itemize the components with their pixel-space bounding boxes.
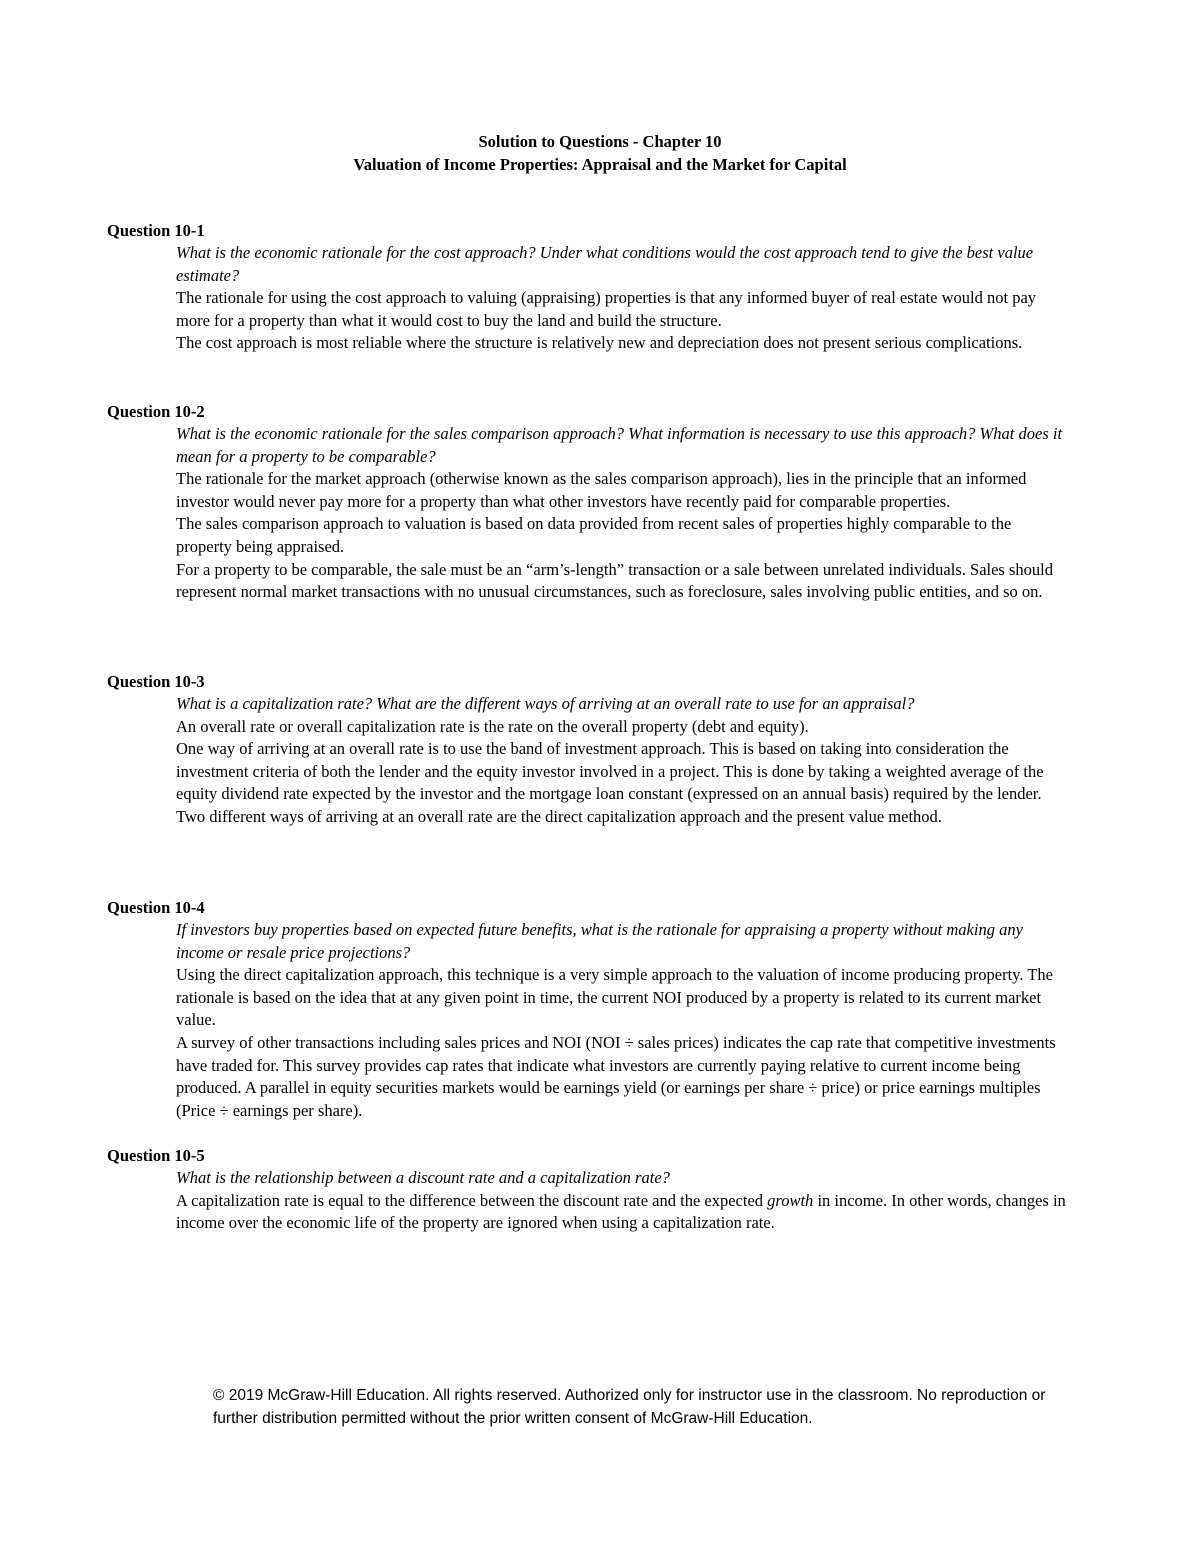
question-heading: Question 10-1 — [107, 221, 205, 240]
answer-paragraph: Two different ways of arriving at an overall rate are the direct capitalization approach and the present value method. — [176, 806, 942, 826]
question-body — [176, 242, 1067, 355]
question-body — [176, 693, 1067, 829]
question-10-3 — [107, 670, 1067, 829]
question-10-1 — [107, 219, 1067, 355]
answer-paragraph: The sales comparison approach to valuation is based on data provided from recent sales of properties highly comparable to the property being appraised. — [176, 514, 1012, 556]
answer-paragraph: For a property to be comparable, the sale must be an “arm’s-length” transaction or a sale between unrelated individuals. Sales should represent normal market transactions with no unusual circumstances, such as foreclosure, sales involving public entities, and so on. — [176, 559, 1053, 602]
question-prompt: What is a capitalization rate? What are the different ways of arriving at an overall rate to use for an appraisal? — [176, 694, 915, 713]
question-body — [176, 1167, 1067, 1235]
copyright-footer: © 2019 McGraw-Hill Education. All rights reserved. Authorized only for instructor use in the classroom. No reproduction or further distribution permitted without the prior written consent of McGraw-Hill Education. — [213, 1387, 1046, 1427]
answer-paragraph: The cost approach is most reliable where the structure is relatively new and depreciation does not present serious complications. — [176, 333, 1023, 353]
question-prompt: What is the economic rationale for the sales comparison approach? What information is necessary to use this approach? What does it mean for a property to be comparable? — [176, 424, 1063, 466]
document-title — [0, 130, 1200, 176]
question-prompt: What is the relationship between a discount rate and a capitalization rate? — [176, 1168, 670, 1187]
title-line-1: Solution to Questions - Chapter 10 — [478, 132, 722, 151]
answer-paragraph: An overall rate or overall capitalization rate is the rate on the overall property (debt and equity). — [176, 716, 809, 736]
question-body — [176, 919, 1067, 1122]
question-body — [176, 423, 1067, 604]
answer-paragraph: The rationale for using the cost approach to valuing (appraising) properties is that any informed buyer of real estate would not pay more for a property than what it would cost to buy the land and build the structure. — [176, 288, 1037, 330]
answer-paragraph: The rationale for the market approach (otherwise known as the sales comparison approach), lies in the principle that an informed investor would never pay more for a property than what other investors have recently paid for comparable properties. — [176, 469, 1027, 511]
title-line-2: Valuation of Income Properties: Appraisal and the Market for Capital — [353, 155, 847, 174]
question-heading: Question 10-3 — [107, 672, 205, 691]
question-prompt: What is the economic rationale for the cost approach? Under what conditions would the cost approach tend to give the best value estimate? — [176, 243, 1034, 285]
question-heading: Question 10-5 — [107, 1146, 205, 1165]
answer-paragraph: One way of arriving at an overall rate is to use the band of investment approach. This is based on taking into consideration the investment criteria of both the lender and the equity investor involved in a project. This is done by taking a weighted average of the equity dividend rate expected by the investor and the mortgage loan constant (expressed on an annual basis) required by the lender. — [176, 739, 1044, 804]
question-10-2 — [107, 400, 1067, 604]
answer-paragraph — [176, 1190, 1067, 1235]
answer-paragraph: A survey of other transactions including sales prices and NOI (NOI ÷ sales prices) indicates the cap rate that competitive investments have traded for. This survey provides cap rates that indicate what investors are currently paying relative to current income being produced. A parallel in equity securities markets would be earnings yield (or earnings per share ÷ price) or price earnings multiples (Price ÷ earnings per share). — [176, 1032, 1056, 1120]
answer-emphasis: growth — [767, 1190, 814, 1210]
answer-text-after: in income. In other words, changes in income over the economic life of the property are ignored when using a capitalization rate. — [176, 1190, 1066, 1233]
answer-paragraph: Using the direct capitalization approach, this technique is a very simple approach to the valuation of income producing property. The rationale is based on the idea that at any given point in time, the current NOI produced by a property is related to its current market value. — [176, 965, 1053, 1030]
question-10-4 — [107, 896, 1067, 1122]
question-10-5 — [107, 1144, 1067, 1235]
answer-text-before: A capitalization rate is equal to the difference between the discount rate and the expected — [176, 1190, 768, 1210]
question-prompt: If investors buy properties based on expected future benefits, what is the rationale for appraising a property without making any income or resale price projections? — [176, 920, 1023, 962]
question-heading: Question 10-2 — [107, 402, 205, 421]
question-heading: Question 10-4 — [107, 898, 205, 917]
